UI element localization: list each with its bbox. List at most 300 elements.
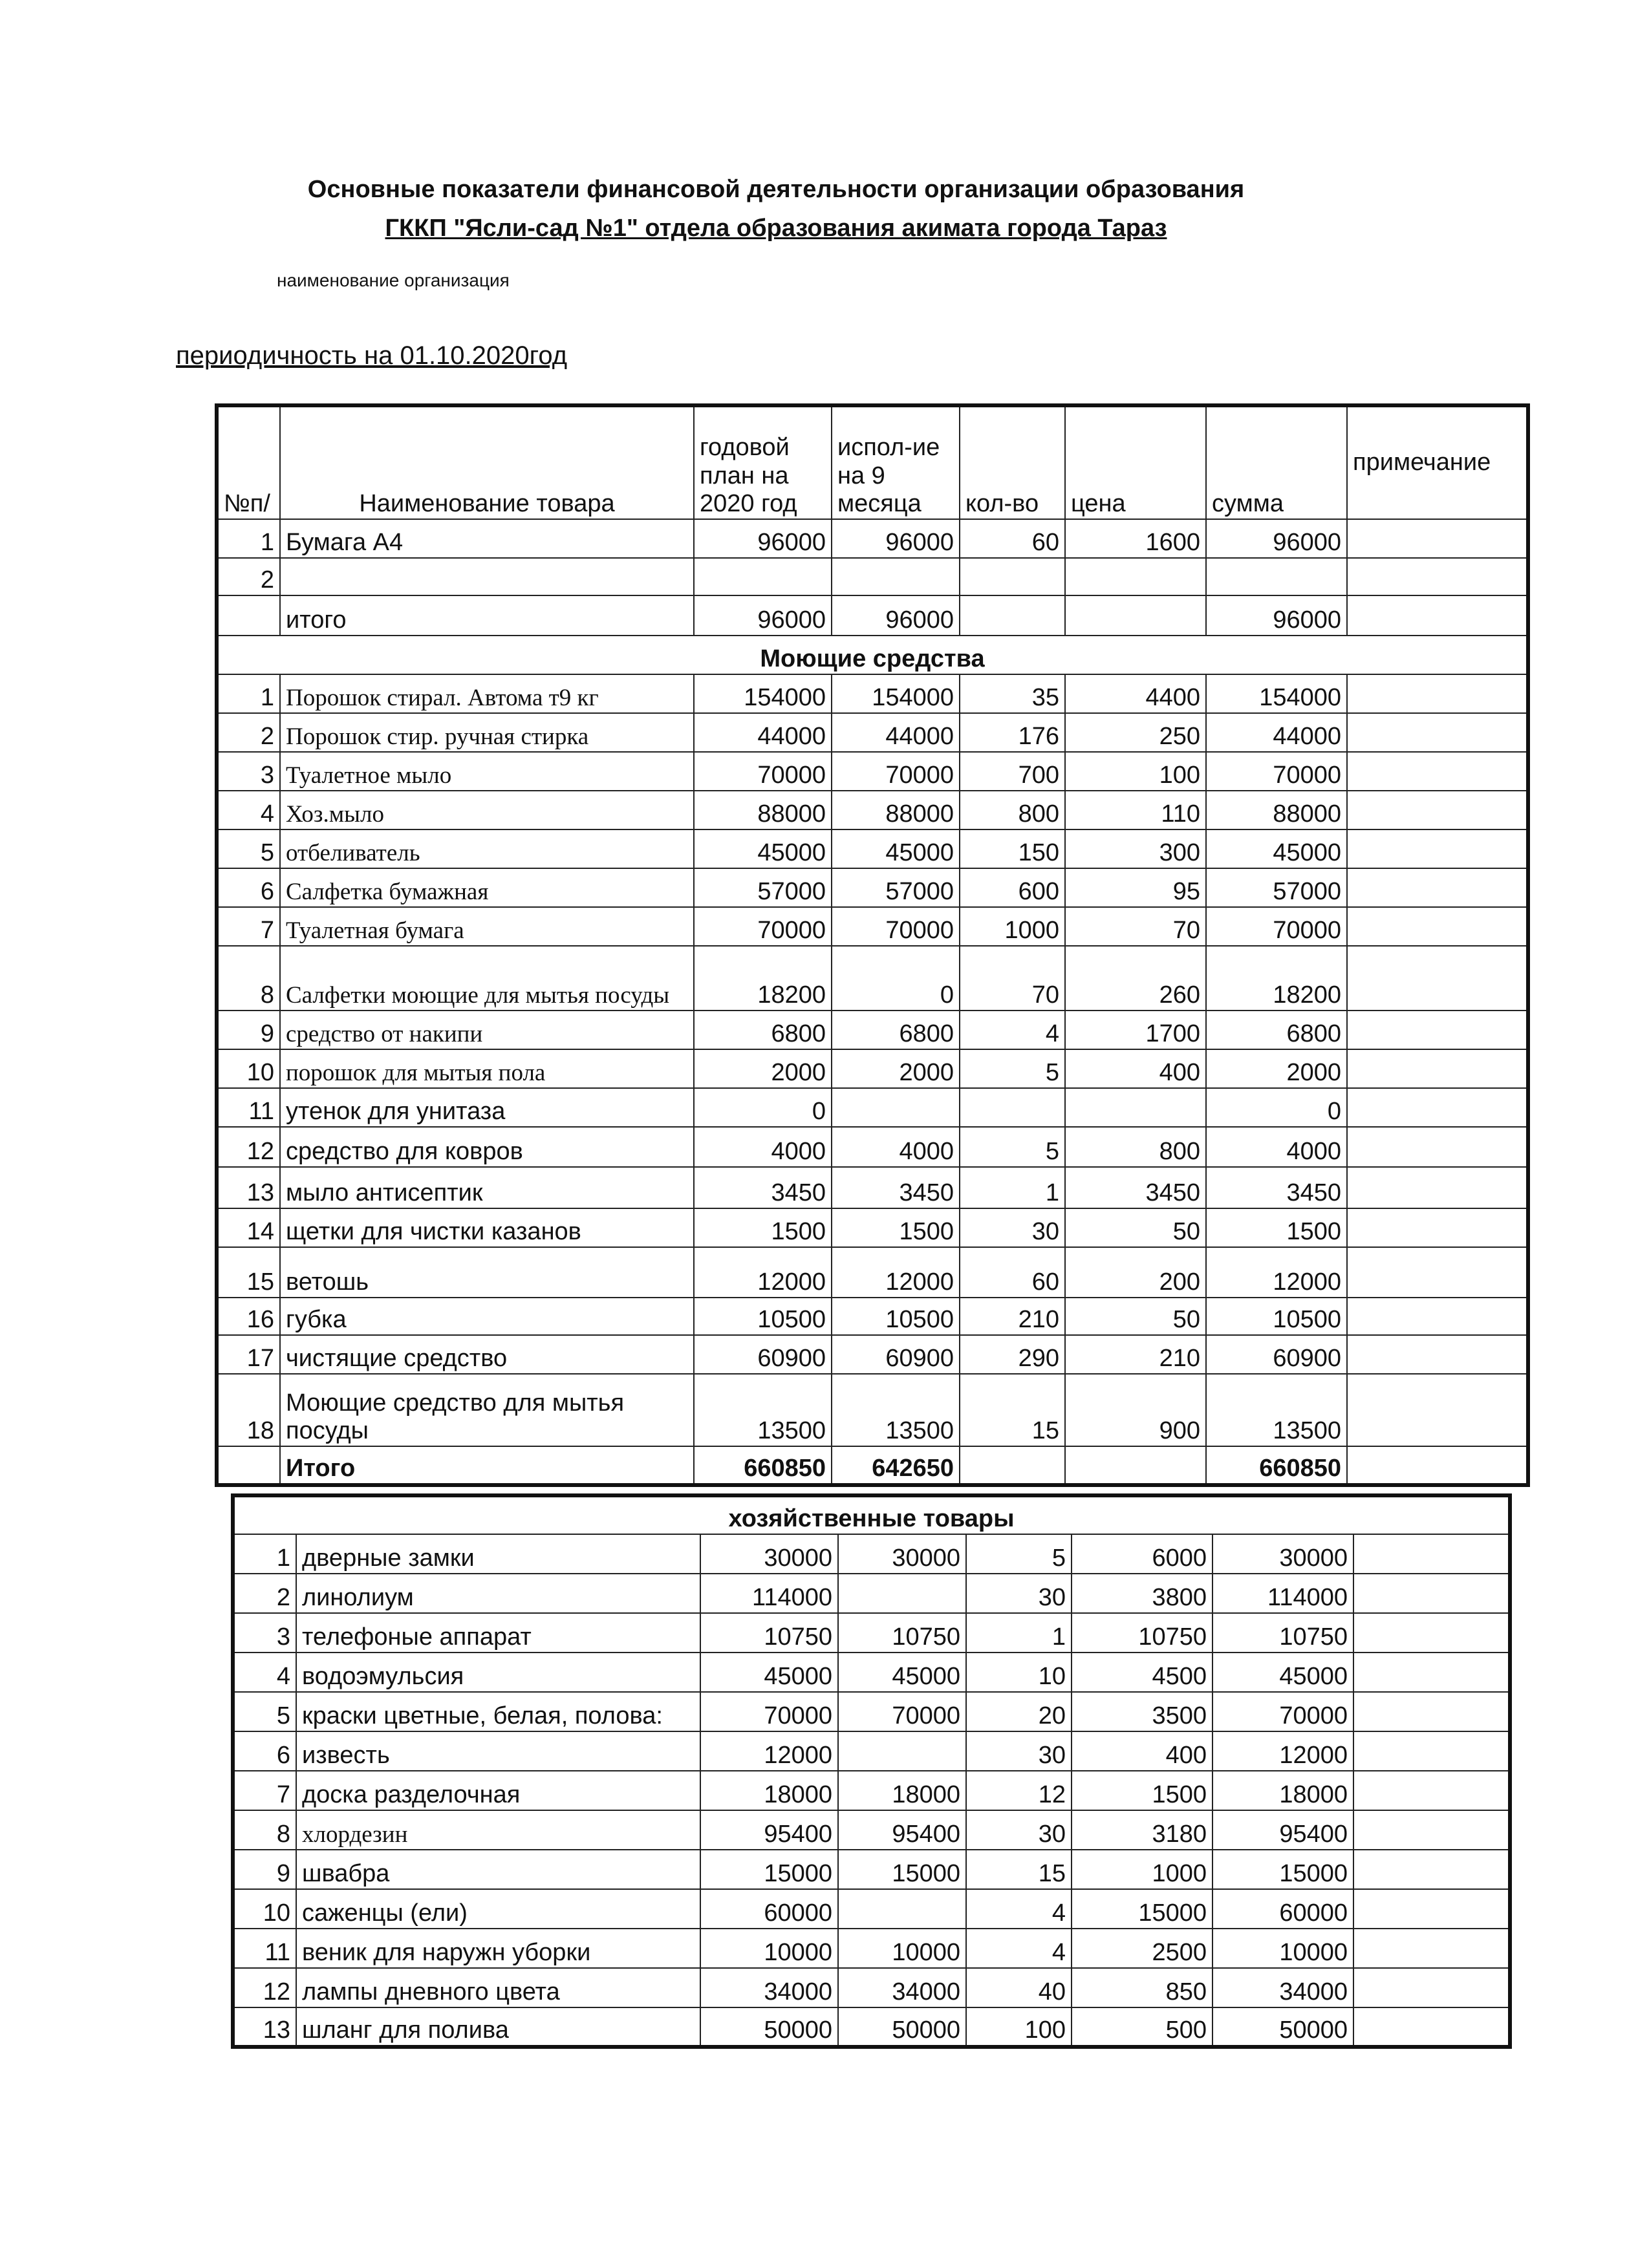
sum-value: 96000 (1206, 519, 1347, 558)
sum-value: 3450 (1206, 1167, 1347, 1208)
quantity-value (960, 1088, 1065, 1127)
table-row (233, 1692, 1510, 1731)
row-number: 12 (233, 1968, 296, 2007)
row-number: 13 (233, 2007, 296, 2047)
item-name: отбеливатель (280, 829, 694, 868)
price-value: 4500 (1072, 1653, 1212, 1692)
annual-plan-value: 154000 (694, 674, 832, 713)
quantity-value: 40 (966, 1968, 1072, 2007)
item-name: Бумага А4 (280, 519, 694, 558)
price-value: 850 (1072, 1968, 1212, 2007)
sum-value: 2000 (1206, 1049, 1347, 1088)
quantity-value: 12 (966, 1771, 1072, 1810)
item-name: веник для наружн уборки (296, 1929, 700, 1968)
execution-value: 10000 (838, 1929, 966, 1968)
quantity-value: 60 (960, 1247, 1065, 1298)
note-cell (1347, 1167, 1528, 1208)
note-cell (1353, 1929, 1510, 1968)
execution-value: 6800 (832, 1011, 960, 1049)
execution-value: 88000 (832, 791, 960, 829)
table-row (217, 1049, 1528, 1088)
price-value: 1700 (1065, 1011, 1206, 1049)
sum-value: 60000 (1212, 1889, 1353, 1929)
item-name: хлордезин (296, 1810, 700, 1850)
execution-value (838, 1574, 966, 1613)
header-no: №п/ (217, 405, 280, 519)
item-name: Порошок стирал. Автома т9 кг (280, 674, 694, 713)
sum-value: 34000 (1212, 1968, 1353, 2007)
execution-value: 2000 (832, 1049, 960, 1088)
total-empty-cell (960, 595, 1065, 636)
execution-value (832, 1088, 960, 1127)
item-name (280, 558, 694, 595)
quantity-value (960, 558, 1065, 595)
row-number: 11 (217, 1088, 280, 1127)
sum-value: 45000 (1206, 829, 1347, 868)
quantity-value: 30 (960, 1208, 1065, 1247)
document-title: Основные показатели финансовой деятельности организации образования (307, 176, 1245, 203)
price-value: 3180 (1072, 1810, 1212, 1850)
item-name: линолиум (296, 1574, 700, 1613)
item-name: средство для ковров (280, 1127, 694, 1167)
annual-plan-value: 4000 (694, 1127, 832, 1167)
table-row (233, 2007, 1510, 2047)
quantity-value: 600 (960, 868, 1065, 907)
note-cell (1353, 1889, 1510, 1929)
table-row (217, 713, 1528, 752)
annual-plan-value: 6800 (694, 1011, 832, 1049)
note-cell (1347, 1298, 1528, 1335)
price-value (1065, 558, 1206, 595)
quantity-value: 176 (960, 713, 1065, 752)
table-row (217, 1335, 1528, 1374)
quantity-value: 10 (966, 1653, 1072, 1692)
execution-value: 12000 (832, 1247, 960, 1298)
total-sum-value: 660850 (1206, 1446, 1347, 1485)
price-value: 4400 (1065, 674, 1206, 713)
annual-plan-value: 3450 (694, 1167, 832, 1208)
row-number: 10 (217, 1049, 280, 1088)
price-value: 100 (1065, 752, 1206, 791)
price-value: 1600 (1065, 519, 1206, 558)
note-cell (1347, 595, 1528, 636)
price-value: 500 (1072, 2007, 1212, 2047)
total-plan-value: 660850 (694, 1446, 832, 1485)
execution-value: 34000 (838, 1968, 966, 2007)
financial-table-top (215, 403, 1530, 1487)
sum-value: 154000 (1206, 674, 1347, 713)
price-value: 900 (1065, 1374, 1206, 1446)
row-number: 4 (233, 1653, 296, 1692)
total-empty-cell (217, 595, 280, 636)
execution-value: 57000 (832, 868, 960, 907)
note-cell (1353, 2007, 1510, 2047)
total-row (217, 595, 1528, 636)
table-row (233, 1771, 1510, 1810)
execution-value: 45000 (832, 829, 960, 868)
execution-value (838, 1731, 966, 1771)
table-row (217, 519, 1528, 558)
price-value: 250 (1065, 713, 1206, 752)
table-row (233, 1889, 1510, 1929)
annual-plan-value: 12000 (694, 1247, 832, 1298)
price-value: 400 (1065, 1049, 1206, 1088)
annual-plan-value: 45000 (694, 829, 832, 868)
row-number: 5 (233, 1692, 296, 1731)
row-number: 9 (217, 1011, 280, 1049)
sum-value: 18000 (1212, 1771, 1353, 1810)
row-number: 16 (217, 1298, 280, 1335)
annual-plan-value: 95400 (700, 1810, 838, 1850)
execution-value: 15000 (838, 1850, 966, 1889)
table-row (217, 829, 1528, 868)
execution-value: 3450 (832, 1167, 960, 1208)
execution-value: 44000 (832, 713, 960, 752)
annual-plan-value: 44000 (694, 713, 832, 752)
table-row (217, 752, 1528, 791)
annual-plan-value: 34000 (700, 1968, 838, 2007)
annual-plan-value: 70000 (694, 907, 832, 946)
annual-plan-value: 2000 (694, 1049, 832, 1088)
financial-table-bottom (231, 1493, 1512, 2049)
price-value: 400 (1072, 1731, 1212, 1771)
total-empty-cell (217, 1446, 280, 1485)
execution-value: 70000 (832, 907, 960, 946)
price-value: 110 (1065, 791, 1206, 829)
quantity-value: 15 (966, 1850, 1072, 1889)
quantity-value: 1 (960, 1167, 1065, 1208)
quantity-value: 1000 (960, 907, 1065, 946)
note-cell (1347, 946, 1528, 1011)
note-cell (1347, 791, 1528, 829)
organization-name: ГККП "Ясли-сад №1" отдела образования акимата города Тараз (385, 215, 1167, 242)
total-label: Итого (280, 1446, 694, 1485)
execution-value: 4000 (832, 1127, 960, 1167)
sum-value: 1500 (1206, 1208, 1347, 1247)
header-note: примечание (1347, 405, 1528, 519)
sum-value: 88000 (1206, 791, 1347, 829)
section-header-row (217, 636, 1528, 674)
period-label: периодичность на 01.10.2020год (176, 341, 568, 370)
item-name: телефоные аппарат (296, 1613, 700, 1653)
row-number: 2 (217, 713, 280, 752)
price-value: 15000 (1072, 1889, 1212, 1929)
sum-value: 114000 (1212, 1574, 1353, 1613)
row-number: 7 (233, 1771, 296, 1810)
row-number: 1 (217, 519, 280, 558)
header-plan: годовой план на 2020 год (694, 405, 832, 519)
note-cell (1347, 674, 1528, 713)
header-price: цена (1065, 405, 1206, 519)
table-row (233, 1850, 1510, 1889)
price-value: 800 (1065, 1127, 1206, 1167)
quantity-value: 15 (960, 1374, 1065, 1446)
row-number: 7 (217, 907, 280, 946)
sum-value: 12000 (1212, 1731, 1353, 1771)
quantity-value: 60 (960, 519, 1065, 558)
price-value: 200 (1065, 1247, 1206, 1298)
table-row (217, 1208, 1528, 1247)
header-sum: сумма (1206, 405, 1347, 519)
annual-plan-value: 13500 (694, 1374, 832, 1446)
execution-value: 13500 (832, 1374, 960, 1446)
quantity-value: 800 (960, 791, 1065, 829)
annual-plan-value: 18200 (694, 946, 832, 1011)
table-header-row (217, 405, 1528, 519)
note-cell (1347, 752, 1528, 791)
quantity-value: 290 (960, 1335, 1065, 1374)
sum-value: 18200 (1206, 946, 1347, 1011)
execution-value: 96000 (832, 519, 960, 558)
table-row (233, 1968, 1510, 2007)
execution-value (832, 558, 960, 595)
price-value: 50 (1065, 1208, 1206, 1247)
total-execution-value: 96000 (832, 595, 960, 636)
section-detergents: Моющие средства (217, 636, 1528, 674)
row-number: 3 (217, 752, 280, 791)
price-value: 3800 (1072, 1574, 1212, 1613)
header-name: Наименование товара (280, 405, 694, 519)
row-number: 17 (217, 1335, 280, 1374)
table-row (217, 907, 1528, 946)
note-cell (1347, 519, 1528, 558)
table-row (217, 946, 1528, 1011)
table-row (217, 674, 1528, 713)
sum-value: 44000 (1206, 713, 1347, 752)
total-empty-cell (1065, 595, 1206, 636)
table-row (233, 1534, 1510, 1574)
section-household: хозяйственные товары (233, 1495, 1510, 1534)
quantity-value: 30 (966, 1810, 1072, 1850)
item-name: швабра (296, 1850, 700, 1889)
row-number: 14 (217, 1208, 280, 1247)
quantity-value: 210 (960, 1298, 1065, 1335)
item-name: Хоз.мыло (280, 791, 694, 829)
section-header-row (233, 1495, 1510, 1534)
item-name: Моющие средство для мытья посуды (280, 1374, 694, 1446)
item-name: утенок для унитаза (280, 1088, 694, 1127)
quantity-value: 5 (960, 1049, 1065, 1088)
sum-value: 10500 (1206, 1298, 1347, 1335)
item-name: Туалетное мыло (280, 752, 694, 791)
sum-value: 45000 (1212, 1653, 1353, 1692)
annual-plan-value: 10750 (700, 1613, 838, 1653)
item-name: Туалетная бумага (280, 907, 694, 946)
item-name: Салфетка бумажная (280, 868, 694, 907)
quantity-value: 1 (966, 1613, 1072, 1653)
row-number: 3 (233, 1613, 296, 1653)
annual-plan-value: 12000 (700, 1731, 838, 1771)
table-row (217, 868, 1528, 907)
quantity-value: 700 (960, 752, 1065, 791)
price-value: 95 (1065, 868, 1206, 907)
sum-value: 4000 (1206, 1127, 1347, 1167)
total-row (217, 1446, 1528, 1485)
note-cell (1353, 1771, 1510, 1810)
item-name: губка (280, 1298, 694, 1335)
quantity-value: 30 (966, 1574, 1072, 1613)
total-label: итого (280, 595, 694, 636)
execution-value: 0 (832, 946, 960, 1011)
execution-value: 1500 (832, 1208, 960, 1247)
price-value (1065, 1088, 1206, 1127)
quantity-value: 4 (960, 1011, 1065, 1049)
quantity-value: 20 (966, 1692, 1072, 1731)
sum-value: 50000 (1212, 2007, 1353, 2047)
annual-plan-value: 57000 (694, 868, 832, 907)
annual-plan-value: 45000 (700, 1653, 838, 1692)
note-cell (1347, 1208, 1528, 1247)
annual-plan-value: 60000 (700, 1889, 838, 1929)
price-value: 3450 (1065, 1167, 1206, 1208)
item-name: доска разделочная (296, 1771, 700, 1810)
header-qty: кол-во (960, 405, 1065, 519)
quantity-value: 4 (966, 1929, 1072, 1968)
note-cell (1347, 1011, 1528, 1049)
note-cell (1353, 1968, 1510, 2007)
item-name: порошок для мытыя пола (280, 1049, 694, 1088)
sum-value: 70000 (1206, 752, 1347, 791)
quantity-value: 35 (960, 674, 1065, 713)
sum-value (1206, 558, 1347, 595)
note-cell (1347, 1446, 1528, 1485)
note-cell (1353, 1653, 1510, 1692)
execution-value: 154000 (832, 674, 960, 713)
sum-value: 12000 (1206, 1247, 1347, 1298)
note-cell (1347, 1088, 1528, 1127)
note-cell (1353, 1810, 1510, 1850)
item-name: Порошок стир. ручная стирка (280, 713, 694, 752)
sum-value: 15000 (1212, 1850, 1353, 1889)
sum-value: 57000 (1206, 868, 1347, 907)
annual-plan-value: 0 (694, 1088, 832, 1127)
note-cell (1347, 907, 1528, 946)
table-row (217, 1088, 1528, 1127)
annual-plan-value: 30000 (700, 1534, 838, 1574)
row-number: 1 (217, 674, 280, 713)
total-execution-value: 642650 (832, 1446, 960, 1485)
execution-value: 95400 (838, 1810, 966, 1850)
row-number: 8 (217, 946, 280, 1011)
note-cell (1347, 1374, 1528, 1446)
quantity-value: 100 (966, 2007, 1072, 2047)
table-row (217, 1247, 1528, 1298)
note-cell (1347, 868, 1528, 907)
price-value: 210 (1065, 1335, 1206, 1374)
table-row (233, 1653, 1510, 1692)
sum-value: 70000 (1206, 907, 1347, 946)
execution-value: 18000 (838, 1771, 966, 1810)
note-cell (1347, 1127, 1528, 1167)
table-row (217, 1298, 1528, 1335)
row-number: 8 (233, 1810, 296, 1850)
execution-value: 30000 (838, 1534, 966, 1574)
annual-plan-value: 15000 (700, 1850, 838, 1889)
annual-plan-value: 114000 (700, 1574, 838, 1613)
item-name: краски цветные, белая, полова: (296, 1692, 700, 1731)
row-number: 2 (233, 1574, 296, 1613)
item-name: чистящие средство (280, 1335, 694, 1374)
row-number: 4 (217, 791, 280, 829)
quantity-value: 5 (966, 1534, 1072, 1574)
table-row (217, 1011, 1528, 1049)
execution-value: 45000 (838, 1653, 966, 1692)
sum-value: 10000 (1212, 1929, 1353, 1968)
sum-value: 6800 (1206, 1011, 1347, 1049)
annual-plan-value: 88000 (694, 791, 832, 829)
item-name: известь (296, 1731, 700, 1771)
item-name: средство от накипи (280, 1011, 694, 1049)
annual-plan-value: 70000 (694, 752, 832, 791)
note-cell (1353, 1850, 1510, 1889)
annual-plan-value: 60900 (694, 1335, 832, 1374)
quantity-value: 70 (960, 946, 1065, 1011)
item-name: лампы дневного цвета (296, 1968, 700, 2007)
item-name: мыло антисептик (280, 1167, 694, 1208)
annual-plan-value: 96000 (694, 519, 832, 558)
row-number: 5 (217, 829, 280, 868)
quantity-value: 30 (966, 1731, 1072, 1771)
execution-value: 60900 (832, 1335, 960, 1374)
table-row (217, 1374, 1528, 1446)
price-value: 10750 (1072, 1613, 1212, 1653)
price-value: 6000 (1072, 1534, 1212, 1574)
organization-caption: наименование организация (277, 270, 510, 290)
price-value: 3500 (1072, 1692, 1212, 1731)
execution-value (838, 1889, 966, 1929)
quantity-value: 150 (960, 829, 1065, 868)
annual-plan-value: 70000 (700, 1692, 838, 1731)
item-name: водоэмульсия (296, 1653, 700, 1692)
note-cell (1353, 1731, 1510, 1771)
execution-value: 10750 (838, 1613, 966, 1653)
row-number: 10 (233, 1889, 296, 1929)
note-cell (1347, 1049, 1528, 1088)
item-name: дверные замки (296, 1534, 700, 1574)
price-value: 300 (1065, 829, 1206, 868)
note-cell (1353, 1534, 1510, 1574)
execution-value: 70000 (832, 752, 960, 791)
execution-value: 50000 (838, 2007, 966, 2047)
item-name: Салфетки моющие для мытья посуды (280, 946, 694, 1011)
table-row (233, 1574, 1510, 1613)
price-value: 70 (1065, 907, 1206, 946)
sum-value: 0 (1206, 1088, 1347, 1127)
row-number: 9 (233, 1850, 296, 1889)
table-row (217, 1167, 1528, 1208)
table-row (217, 558, 1528, 595)
price-value: 50 (1065, 1298, 1206, 1335)
execution-value: 70000 (838, 1692, 966, 1731)
price-value: 260 (1065, 946, 1206, 1011)
price-value: 2500 (1072, 1929, 1212, 1968)
annual-plan-value: 1500 (694, 1208, 832, 1247)
sum-value: 30000 (1212, 1534, 1353, 1574)
row-number: 1 (233, 1534, 296, 1574)
row-number: 6 (217, 868, 280, 907)
table-row (233, 1731, 1510, 1771)
table-row (233, 1613, 1510, 1653)
note-cell (1347, 829, 1528, 868)
table-row (217, 791, 1528, 829)
quantity-value: 5 (960, 1127, 1065, 1167)
total-empty-cell (960, 1446, 1065, 1485)
item-name: щетки для чистки казанов (280, 1208, 694, 1247)
annual-plan-value: 50000 (700, 2007, 838, 2047)
row-number: 15 (217, 1247, 280, 1298)
total-sum-value: 96000 (1206, 595, 1347, 636)
row-number: 12 (217, 1127, 280, 1167)
